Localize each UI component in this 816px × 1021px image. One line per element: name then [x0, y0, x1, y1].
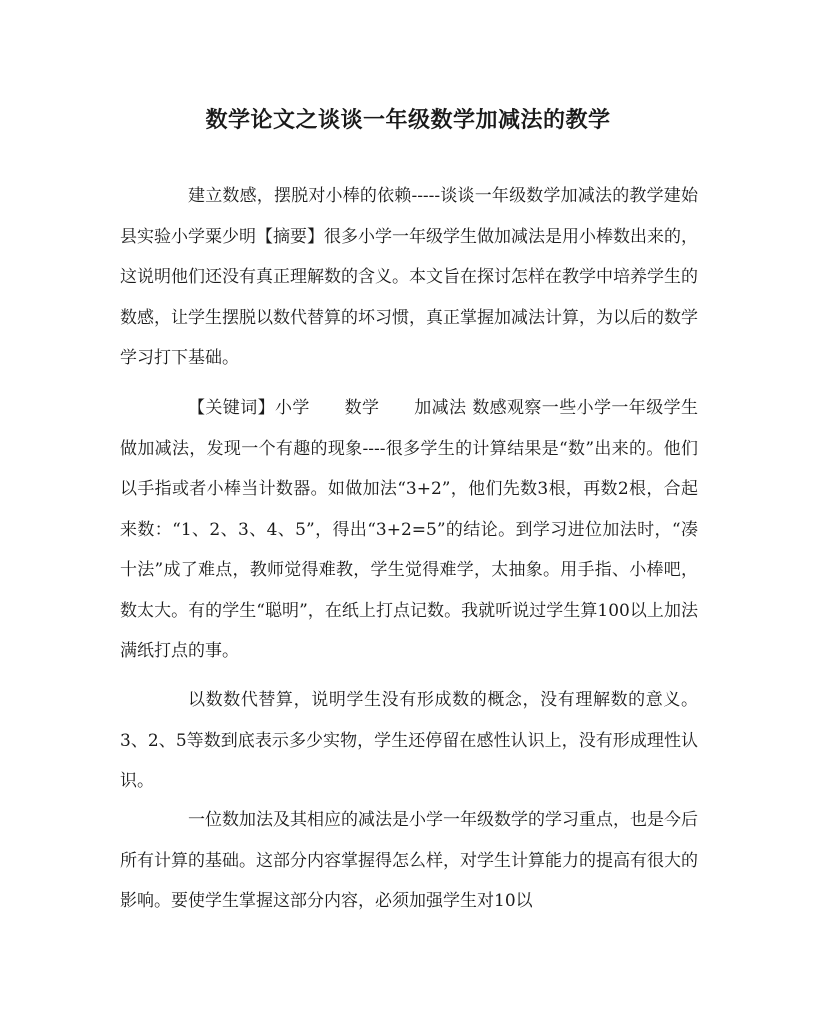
- paragraph-abstract: 建立数感，摆脱对小棒的依赖-----谈谈一年级数学加减法的教学建始县实验小学粟少明【摘要】很多小学一年级学生做加减法是用小棒数出来的，这说明他们还没有真正理解数的含义。本文旨在探讨怎样在教学中培养学生的数感，让学生摆脱以数代替算的坏习惯，真正掌握加减法计算，为以后的数学学习打下基础。: [120, 186, 698, 368]
- paragraph-addition-basics: 一位数加法及其相应的减法是小学一年级数学的学习重点，也是今后所有计算的基础。这部分内容掌握得怎么样，对学生计算能力的提高有很大的影响。要使学生掌握这部分内容，必须加强学生对10以: [120, 810, 698, 911]
- paragraph-keywords-observation: 【关键词】小学 数学 加减法 数感观察一些小学一年级学生做加减法，发现一个有趣的现象----很多学生的计算结果是“数”出来的。他们以手指或者小棒当计数器。如做加法“3+2”，他们先数3根，再数2根，合起来数：“1、2、3、4、5”，得出“3+2=5”的结论。到学习进位加法时，“凑十法”成了难点，教师觉得难教，学生觉得难学，太抽象。用手指、小棒吧，数太大。有的学生“聪明”，在纸上打点记数。我就听说过学生算100以上加法满纸打点的事。: [120, 398, 699, 661]
- document-title: 数学论文之谈谈一年级数学加减法的教学: [205, 107, 611, 133]
- paragraph-number-concept: 以数数代替算，说明学生没有形成数的概念，没有理解数的意义。3、2、5等数到底表示多少实物，学生还停留在感性认识上，没有形成理性认识。: [120, 690, 698, 791]
